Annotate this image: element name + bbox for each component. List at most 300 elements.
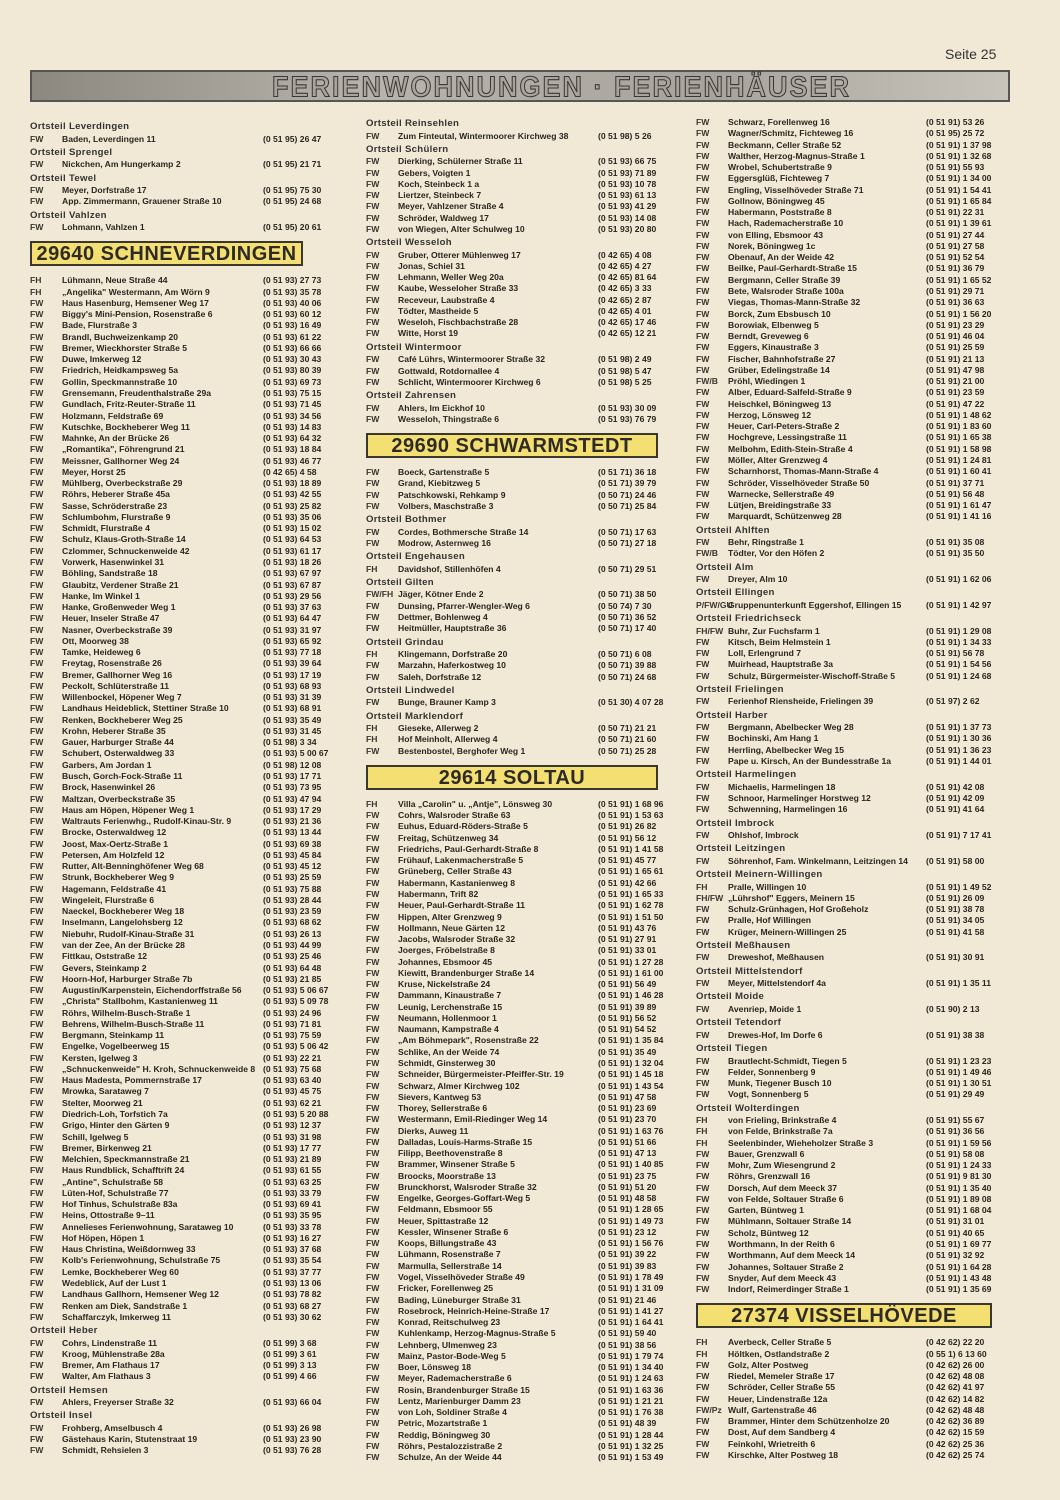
listing-type: FW	[366, 821, 380, 832]
listing-type: FW	[366, 843, 380, 854]
listing-phone: (0 51 95) 21 71	[263, 159, 322, 170]
listing-name-address: Pape u. Kirsch, An der Bundesstraße 1a	[728, 756, 892, 767]
listing-row	[696, 1205, 1012, 1216]
listing-phone: (0 51 93) 78 82	[263, 1289, 322, 1300]
listing-phone: (0 51 93) 39 64	[263, 658, 322, 669]
listing-phone: (0 51 91) 25 59	[926, 342, 985, 353]
column-1	[30, 119, 335, 1457]
listing-row	[366, 957, 692, 968]
listing-name-address: Averbeck, Celler Straße 5	[728, 1337, 832, 1348]
listing-row	[30, 771, 335, 782]
listing-name-address: Haus Madesta, Pommernstraße 17	[62, 1075, 202, 1086]
listing-phone: (0 51 93) 26 98	[263, 1422, 322, 1433]
listing-type: FW	[366, 354, 380, 365]
district-heading: Ortsteil Bothmer	[366, 514, 447, 526]
listing-type: FW	[366, 1260, 380, 1271]
listing-row	[366, 934, 692, 945]
listing-name-address: Waltrauts Ferienwhg., Rudolf-Kinau-Str. 9	[62, 816, 232, 827]
listing-row	[696, 387, 1012, 398]
listing-row	[30, 1165, 335, 1176]
listing-phone: (0 51 91) 23 70	[598, 1114, 657, 1125]
listing-phone: (0 51 91) 47 22	[926, 398, 985, 409]
listing-row	[30, 534, 335, 545]
listing-type: FW	[696, 830, 710, 841]
listing-type: FW	[696, 1227, 710, 1238]
listing-phone: (0 51 91) 55 93	[926, 162, 985, 173]
listing-phone: (0 42 65) 81 64	[598, 272, 657, 283]
listing-name-address: Bading, Lüneburger Straße 31	[398, 1294, 521, 1305]
listing-row	[366, 1204, 692, 1215]
listing-phone: (0 51 99) 4 66	[263, 1371, 317, 1382]
listing-row	[696, 162, 1012, 173]
listing-type: FW	[366, 1384, 380, 1395]
listing-name-address: Liertzer, Steinbeck 7	[398, 190, 482, 201]
listing-type: FW	[30, 1131, 44, 1142]
listing-type: FW	[696, 1238, 710, 1249]
listing-type: FW	[696, 285, 710, 296]
listing-phone: (0 51 93) 22 21	[263, 1052, 322, 1063]
listing-name-address: Gauer, Harburger Straße 44	[62, 737, 174, 748]
listing-name-address: Mainz, Pastor-Bode-Weg 5	[398, 1350, 506, 1361]
listing-phone: (0 51 93) 68 62	[263, 917, 322, 928]
listing-type: FW	[366, 1283, 380, 1294]
listing-type: FW	[30, 1041, 44, 1052]
listing-phone: (0 51 91) 22 31	[926, 207, 985, 218]
listing-phone: (0 50 71) 25 84	[598, 500, 657, 511]
listing-row	[366, 734, 692, 745]
listing-row	[696, 1284, 1012, 1295]
listing-row	[366, 990, 692, 1001]
listing-name-address: von Frieling, Brinkstraße 4	[728, 1115, 837, 1126]
listing-row	[696, 904, 1012, 915]
listing-row	[366, 1137, 692, 1148]
listing-type: FW	[366, 317, 380, 328]
listing-type: FW	[366, 1069, 380, 1080]
listing-row	[366, 1238, 692, 1249]
listing-phone: (0 42 65) 2 87	[598, 294, 652, 305]
listing-row	[30, 444, 335, 455]
listing-name-address: Cohrs, Lindenstraße 11	[62, 1337, 158, 1348]
listing-type: FW	[30, 894, 44, 905]
listing-phone: (0 51 93) 76 28	[263, 1445, 322, 1456]
listing-phone: (0 51 91) 1 63 76	[598, 1125, 664, 1136]
listing-name-address: Hochgreve, Lessingstraße 11	[728, 432, 847, 443]
listing-type: FW	[696, 926, 710, 937]
listing-name-address: Haus Rundblick, Schafftrift 24	[62, 1165, 185, 1176]
listing-row	[696, 1078, 1012, 1089]
listing-type: FW	[366, 967, 380, 978]
listing-row	[366, 1126, 692, 1137]
listing-type: FW	[696, 781, 710, 792]
listing-phone: (0 51 91) 42 66	[598, 877, 657, 888]
listing-type: FW	[30, 455, 44, 466]
listing-phone: (0 51 91) 1 89 08	[926, 1193, 992, 1204]
listing-name-address: Hof Höpen, Höpen 1	[62, 1232, 145, 1243]
listing-type: FW	[30, 1277, 44, 1288]
listing-name-address: Hanke, Großenweder Weg 1	[62, 602, 176, 613]
listing-row	[30, 782, 335, 793]
listing-row	[366, 1272, 692, 1283]
listing-name-address: Czlommer, Schnuckenweide 42	[62, 545, 190, 556]
listing-name-address: Röhrs, Grenzwall 16	[728, 1171, 811, 1182]
listing-phone: (0 51 91) 40 65	[926, 1227, 985, 1238]
listing-name-address: Dorsch, Auf dem Meeck 37	[728, 1182, 838, 1193]
listing-phone: (0 51 93) 21 36	[263, 816, 322, 827]
listing-phone: (0 51 91) 51 20	[598, 1181, 657, 1192]
listing-row	[696, 1273, 1012, 1284]
listing-type: FW	[366, 888, 380, 899]
listing-phone: (0 51 93) 13 06	[263, 1277, 322, 1288]
district-heading: Ortsteil Tetendorf	[696, 1017, 782, 1029]
listing-type: FW	[30, 1232, 44, 1243]
listing-type: FW	[366, 212, 380, 223]
listing-row	[366, 672, 692, 683]
listing-phone: (0 51 93) 77 18	[263, 647, 322, 658]
listing-type: FW	[30, 1210, 44, 1221]
listing-row	[30, 1360, 335, 1371]
listing-row	[30, 1255, 335, 1266]
listing-name-address: Lemke, Bockheberer Weg 60	[62, 1266, 179, 1277]
listing-name-address: Petersen, Am Holzfeld 12	[62, 849, 165, 860]
listing-type: FH	[366, 563, 378, 574]
listing-row	[696, 830, 1012, 841]
listing-name-address: von Felde, Brinkstraße 7a	[728, 1126, 833, 1137]
listing-row	[696, 671, 1012, 682]
listing-type: FW	[696, 466, 710, 477]
listing-name-address: Freitag, Schützenweg 34	[398, 832, 499, 843]
listing-row	[696, 978, 1012, 989]
listing-row	[30, 222, 335, 233]
listing-row	[30, 1188, 335, 1199]
listing-name-address: Friedrich, Heidkampsweg 5a	[62, 365, 179, 376]
listing-row	[366, 190, 692, 201]
listing-type: FW	[30, 703, 44, 714]
listing-row	[30, 456, 335, 467]
listing-row	[30, 354, 335, 365]
listing-name-address: Grensemann, Freudenthalstraße 29a	[62, 387, 212, 398]
listing-type: FW	[30, 1311, 44, 1322]
listing-row	[366, 1441, 692, 1452]
listing-phone: (0 51 93) 64 47	[263, 613, 322, 624]
listing-type: FW	[30, 771, 44, 782]
listing-row	[696, 263, 1012, 274]
listing-phone: (0 51 91) 27 58	[926, 240, 985, 251]
listing-phone: (0 51 93) 73 95	[263, 782, 322, 793]
listing-name-address: Beilke, Paul-Gerhardt-Straße 15	[728, 263, 857, 274]
listing-name-address: Niebuhr, Rudolf-Kinau-Straße 31	[62, 928, 195, 939]
listing-name-address: Herzog, Lönsweg 12	[728, 409, 812, 420]
listing-name-address: Muirhead, Hauptstraße 3a	[728, 659, 834, 670]
listing-type: FW	[366, 1024, 380, 1035]
listing-type: FW	[696, 636, 710, 647]
listing-type: FW	[30, 680, 44, 691]
listing-phone: (0 51 93) 66 66	[263, 342, 322, 353]
listing-type: FW	[30, 872, 44, 883]
listing-row	[366, 377, 692, 388]
listing-name-address: Cohrs, Walsroder Straße 63	[398, 810, 511, 821]
listing-row	[696, 173, 1012, 184]
listing-type: FW	[366, 1272, 380, 1283]
listing-row	[696, 1427, 1012, 1438]
listing-name-address: Höltken, Ostlandstraße 2	[728, 1348, 830, 1359]
listing-type: FW	[30, 1052, 44, 1063]
listing-type: FW	[30, 1030, 44, 1041]
listing-type: FW	[30, 624, 44, 635]
listing-name-address: Meyer, Horst 25	[62, 466, 126, 477]
listing-phone: (0 51 93) 16 49	[263, 320, 322, 331]
listing-type: FW	[696, 500, 710, 511]
listing-type: FW/FH	[366, 589, 394, 600]
listing-row	[366, 833, 692, 844]
listing-name-address: Indorf, Reimerdinger Straße 1	[728, 1284, 849, 1295]
listing-type: FW	[30, 159, 44, 170]
listing-row	[366, 467, 692, 478]
listing-name-address: Modrow, Asternweg 16	[398, 537, 491, 548]
listing-row	[696, 1360, 1012, 1371]
listing-phone: (0 42 62) 36 89	[926, 1416, 985, 1427]
listing-row	[366, 527, 692, 538]
listing-name-address: Gundlach, Fritz-Reuter-Straße 11	[62, 399, 196, 410]
listing-row	[30, 670, 335, 681]
listing-name-address: Marquardt, Schützenweg 28	[728, 511, 842, 522]
listing-type: FW	[30, 669, 44, 680]
listing-phone: (0 51 91) 1 24 81	[926, 454, 992, 465]
listing-type: FW	[366, 1057, 380, 1068]
listing-phone: (0 51 91) 23 75	[598, 1170, 657, 1181]
listing-type: FW	[366, 1181, 380, 1192]
listing-phone: (0 51 91) 1 62 06	[926, 574, 992, 585]
listing-phone: (0 51 99) 3 13	[263, 1360, 317, 1371]
listing-row	[366, 844, 692, 855]
listing-type: FW	[696, 1216, 710, 1227]
listing-row	[366, 979, 692, 990]
listing-row	[366, 810, 692, 821]
listing-name-address: Johannes, Ebsmoor 45	[398, 956, 493, 967]
listing-row	[366, 660, 692, 671]
listing-type: FW	[30, 1434, 44, 1445]
listing-type: FW/Pz	[696, 1404, 722, 1415]
listing-row	[30, 365, 335, 376]
listing-row	[366, 564, 692, 575]
listing-phone: (0 51 95) 25 72	[926, 128, 985, 139]
listing-type: FW	[30, 1097, 44, 1108]
listing-name-address: Konrad, Reitschulweg 23	[398, 1317, 501, 1328]
listing-phone: (0 50 71) 24 68	[598, 671, 657, 682]
district-heading: Ortsteil Heber	[30, 1325, 98, 1337]
listing-phone: (0 51 91) 1 40 85	[598, 1159, 664, 1170]
listing-phone: (0 51 91) 31 01	[926, 1216, 985, 1227]
listing-type: FW	[696, 184, 710, 195]
listing-phone: (0 51 93) 67 97	[263, 568, 322, 579]
listing-row	[366, 1035, 692, 1046]
listing-row	[30, 478, 335, 489]
listing-name-address: Ahlers, Im Eickhof 10	[398, 402, 485, 413]
listing-name-address: Hippen, Alter Grenzweg 9	[398, 911, 502, 922]
listing-type: FW	[696, 488, 710, 499]
listing-name-address: Golz, Alter Postweg	[728, 1359, 809, 1370]
listing-name-address: Böhling, Sandstraße 18	[62, 568, 158, 579]
listing-type: FW	[366, 1441, 380, 1451]
listing-type: FW	[30, 725, 44, 736]
listing-phone: (0 51 93) 69 38	[263, 838, 322, 849]
listing-phone: (0 51 93) 71 81	[263, 1018, 322, 1029]
listing-row	[696, 548, 1012, 559]
district-heading: Ortsteil Hemsen	[30, 1384, 109, 1396]
listing-name-address: Schlicht, Wintermoorer Kirchweg 6	[398, 376, 541, 387]
listing-name-address: Ahlers, Freyerser Straße 32	[62, 1397, 174, 1408]
listing-type: FW	[30, 590, 44, 601]
listing-phone: (0 51 91) 56 78	[926, 648, 985, 659]
listing-row	[30, 557, 335, 568]
listing-row	[366, 1182, 692, 1193]
listing-row	[30, 996, 335, 1007]
listing-row	[366, 866, 692, 877]
listing-phone: (0 51 91) 1 56 20	[926, 308, 992, 319]
listing-name-address: von Loh, Soldiner Straße 4	[398, 1407, 507, 1418]
listing-phone: (0 51 91) 21 00	[926, 376, 985, 387]
listing-phone: (0 51 91) 29 49	[926, 1089, 985, 1100]
listing-type: FW	[696, 1438, 710, 1449]
listing-name-address: Jonas, Schiel 31	[398, 260, 465, 271]
listing-phone: (0 51 93) 71 89	[598, 167, 657, 178]
listing-type: FW	[30, 523, 44, 534]
listing-row	[366, 1351, 692, 1362]
listing-name-address: Loll, Erlengrund 7	[728, 648, 802, 659]
listing-name-address: Bauer, Grenzwall 6	[728, 1148, 805, 1159]
listing-row	[366, 306, 692, 317]
listing-phone: (0 51 91) 1 56 76	[598, 1238, 664, 1249]
listing-name-address: Saleh, Dorfstraße 12	[398, 671, 482, 682]
listing-name-address: Dammann, Kinaustraße 7	[398, 990, 502, 1001]
listing-name-address: Pralle, Willingen 10	[728, 881, 807, 892]
listing-row	[30, 1434, 335, 1445]
listing-name-address: Lühmann, Rosenstraße 7	[398, 1249, 501, 1260]
listing-phone: (0 51 93) 18 84	[263, 444, 322, 455]
listing-row	[696, 354, 1012, 365]
listing-type: FW/B	[696, 548, 718, 559]
listing-row	[366, 1002, 692, 1013]
listing-row	[696, 342, 1012, 353]
listing-type: FW	[30, 658, 44, 669]
listing-row	[366, 414, 692, 425]
listing-phone: (0 51 93) 68 93	[263, 680, 322, 691]
listing-phone: (0 51 93) 29 56	[263, 590, 322, 601]
listing-row	[30, 1041, 335, 1052]
listing-type: FW	[366, 979, 380, 990]
listing-type: FW	[366, 934, 380, 945]
listing-name-address: van der Zee, An der Brücke 28	[62, 940, 185, 950]
listing-phone: (0 51 93) 69 73	[263, 376, 322, 387]
listing-type: FW	[30, 996, 44, 1007]
listing-name-address: „Am Böhmepark", Rosenstraße 22	[398, 1035, 539, 1046]
listing-type: FW	[696, 1284, 710, 1295]
listing-type: FW	[30, 1187, 44, 1198]
listing-type: FW	[30, 827, 44, 838]
district-heading: Ortsteil Ellingen	[696, 587, 775, 599]
listing-row	[696, 1160, 1012, 1171]
listing-phone: (0 51 93) 30 43	[263, 354, 322, 365]
listing-phone: (0 51 91) 53 26	[926, 117, 985, 127]
listing-type: FW	[30, 647, 44, 658]
listing-name-address: Fricker, Forellenweg 25	[398, 1283, 494, 1294]
listing-phone: (0 51 93) 71 45	[263, 399, 322, 410]
listing-row	[696, 309, 1012, 320]
listing-type: FW	[30, 545, 44, 556]
listing-type: FW	[366, 660, 380, 671]
listing-phone: (0 51 91) 1 43 54	[598, 1080, 664, 1091]
listing-row	[30, 1199, 335, 1210]
listing-phone: (0 51 71) 39 79	[598, 478, 657, 489]
listing-phone: (0 51 93) 16 27	[263, 1232, 322, 1243]
listing-name-address: Lütjen, Breidingstraße 33	[728, 500, 832, 511]
listing-name-address: Tamke, Heideweg 6	[62, 647, 141, 658]
listing-name-address: Renken, Bockheberer Weg 25	[62, 714, 183, 725]
listing-name-address: Pröhl, Wiedingen 1	[728, 376, 806, 387]
listing-phone: (0 51 93) 17 77	[263, 1142, 322, 1153]
listing-type: FW	[696, 1427, 710, 1438]
listing-row	[366, 1092, 692, 1103]
listing-phone: (0 50 71) 27 18	[598, 537, 657, 548]
listing-type: FW	[366, 190, 380, 201]
listing-type: FW	[366, 611, 380, 622]
listing-name-address: Schmidt, Rehsielen 3	[62, 1445, 149, 1456]
listing-phone: (0 50 71) 17 40	[598, 623, 657, 634]
listing-row	[696, 648, 1012, 659]
listing-type: FW	[30, 1221, 44, 1232]
listing-name-address: Joost, Max-Oertz-Straße 1	[62, 838, 169, 849]
listing-phone: (0 51 93) 15 02	[263, 523, 322, 534]
listing-row	[30, 388, 335, 399]
listing-name-address: Leunig, Lerchenstraße 15	[398, 1001, 503, 1012]
listing-phone: (0 51 93) 5 20 88	[263, 1108, 329, 1119]
listing-phone: (0 51 93) 64 48	[263, 962, 322, 973]
listing-row	[366, 878, 692, 889]
listing-phone: (0 51 98) 2 49	[598, 354, 652, 365]
listing-phone: (0 51 93) 63 40	[263, 1075, 322, 1086]
listing-name-address: Schneider, Bürgermeister-Pfeiffer-Str. 19	[398, 1069, 564, 1080]
listing-type: FW	[696, 454, 710, 465]
listing-phone: (0 42 62) 26 00	[926, 1359, 985, 1370]
listing-row	[30, 1030, 335, 1041]
town-banner: 29614 SOLTAU	[366, 765, 658, 790]
listing-row	[696, 230, 1012, 241]
listing-name-address: Mühlberg, Overbeckstraße 29	[62, 478, 183, 489]
listing-type: FW	[696, 1416, 710, 1427]
listing-type: FW	[696, 297, 710, 308]
listing-name-address: Broocks, Moorstraße 13	[398, 1170, 496, 1181]
listing-name-address: Schulz, Bürgermeister-Wischoff-Straße 5	[728, 670, 896, 681]
listing-type: FH	[696, 1348, 708, 1359]
listing-phone: (0 51 93) 64 32	[263, 433, 322, 444]
listing-name-address: Kuhlenkamp, Herzog-Magnus-Straße 5	[398, 1328, 556, 1339]
listing-type: FW	[696, 756, 710, 767]
listing-row	[366, 250, 692, 261]
listing-phone: (0 51 97) 2 62	[926, 696, 980, 707]
listing-name-address: Felder, Sonnenberg 9	[728, 1066, 816, 1077]
listing-type: FW	[30, 1018, 44, 1029]
listing-row	[696, 1416, 1012, 1427]
listing-name-address: Ott, Moorweg 38	[62, 635, 129, 646]
listing-phone: (0 51 93) 35 49	[263, 714, 322, 725]
listing-phone: (0 51 93) 37 63	[263, 602, 322, 613]
listing-row	[30, 1064, 335, 1075]
listing-phone: (0 51 91) 1 49 73	[598, 1215, 664, 1226]
listing-row	[30, 1371, 335, 1382]
listing-name-address: Buhr, Zur Fuchsfarm 1	[728, 625, 820, 636]
listing-type: FW	[30, 1360, 44, 1371]
district-heading: Ortsteil Tewel	[30, 172, 97, 184]
listing-phone: (0 51 91) 1 83 60	[926, 421, 992, 432]
